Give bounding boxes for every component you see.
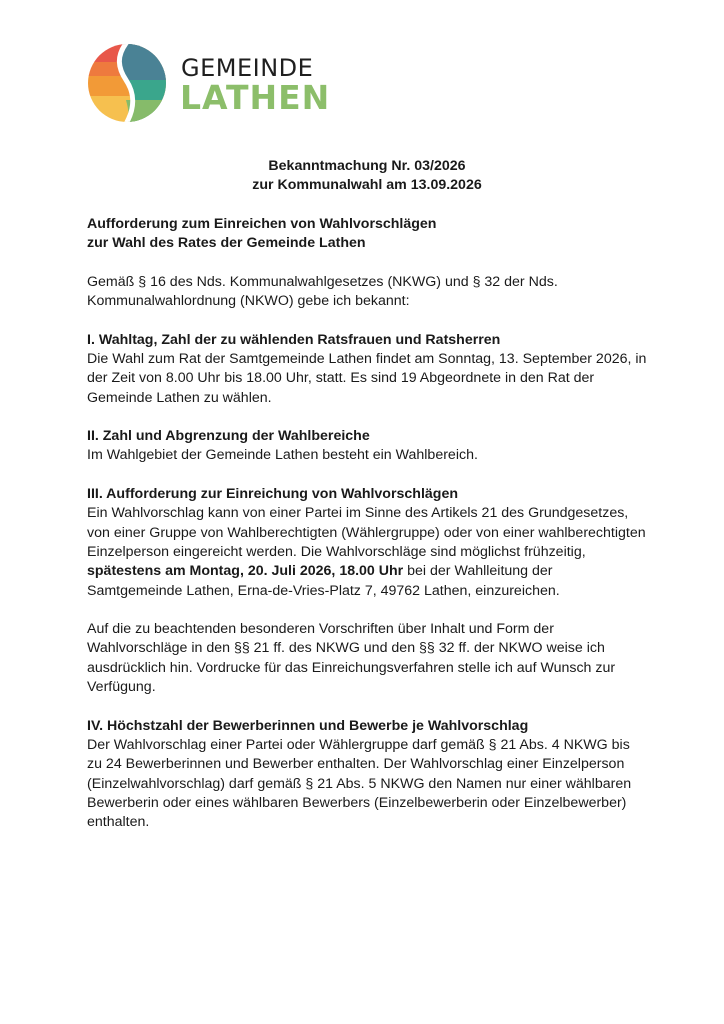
section-2-body: Im Wahlgebiet der Gemeinde Lathen besteht ein Wahlbereich. (87, 447, 478, 464)
logo-text-lathen: LATHEN (180, 78, 331, 117)
document-body (87, 157, 647, 832)
section-3-title: III. Aufforderung zur Einreichung von Wahlvorschlägen (87, 486, 459, 503)
logo-emblem-icon (86, 42, 168, 124)
subject-line-2: zur Wahl des Rates der Gemeinde Lathen (87, 235, 366, 252)
section-1-body: Die Wahl zum Rat der Samtgemeinde Lathen findet am Sonntag, 13. September 2026, in der Zeit von 8.00 Uhr bis 18.00 Uhr, statt. Es sind 19 Abgeordnete in den Rat der Gemeinde Lathen zu wählen. (87, 350, 647, 406)
section-4-title: IV. Höchstzahl der Bewerberinnen und Bewerbe je Wahlvorschlag (87, 717, 529, 734)
section-2-title: II. Zahl und Abgrenzung der Wahlbereiche (87, 428, 370, 445)
deadline-text: spätestens am Montag, 20. Juli 2026, 18.00 Uhr (87, 563, 404, 580)
subject-line-1: Aufforderung zum Einreichen von Wahlvorschlägen (87, 215, 437, 232)
section-3-body (87, 504, 647, 600)
announcement-subtitle: zur Kommunalwahl am 13.09.2026 (252, 177, 482, 194)
section-1-title: I. Wahltag, Zahl der zu wählenden Ratsfrauen und Ratsherren (87, 331, 501, 348)
logo-text-gemeinde: GEMEINDE (181, 54, 314, 82)
gemeinde-lathen-logo (86, 42, 336, 124)
section-3-body-text: Ein Wahlvorschlag kann von einer Partei im Sinne des Artikels 21 des Grundgesetzes, von einer Gruppe von Wahlberechtigten (Wählergruppe) oder von einer wahlberechtigten Einzelperson eingereicht werden. Die Wahlvorschläge sind möglichst frühzeitig, (87, 505, 646, 560)
intro-paragraph: Gemäß § 16 des Nds. Kommunalwahlgesetzes (NKWG) und § 32 der Nds. Kommunalwahlordnung (NKWO) gebe ich bekannt: (87, 273, 558, 310)
section-3-body-text-end: bei der Wahlleitung der Samtgemeinde Lathen, Erna-de-Vries-Platz 7, 49762 Lathen, einzureichen. (87, 563, 560, 599)
announcement-number: Bekanntmachung Nr. 03/2026 (268, 158, 466, 174)
section-4-body: Der Wahlvorschlag einer Partei oder Wählergruppe darf gemäß § 21 Abs. 4 NKWG bis zu 24 Bewerberinnen und Bewerber enthalten. Der Wahlvorschlag einer Einzelperson (Einzelwahlvorschlag) darf gemäß § 21 Abs. 5 NKWG den Namen nur einer wählbaren Bewerberin oder eines wählbaren Bewerbers (Einzelbewerberin oder Einzelbewerber) enthalten. (87, 736, 632, 831)
section-3-body-2: Auf die zu beachtenden besonderen Vorschriften über Inhalt und Form der Wahlvorschläge in den §§ 21 ff. des NKWG und den §§ 32 ff. der NKWO weise ich ausdrücklich hin. Vordrucke für das Einreichungsverfahren stelle ich auf Wunsch zur Verfügung. (87, 621, 616, 696)
